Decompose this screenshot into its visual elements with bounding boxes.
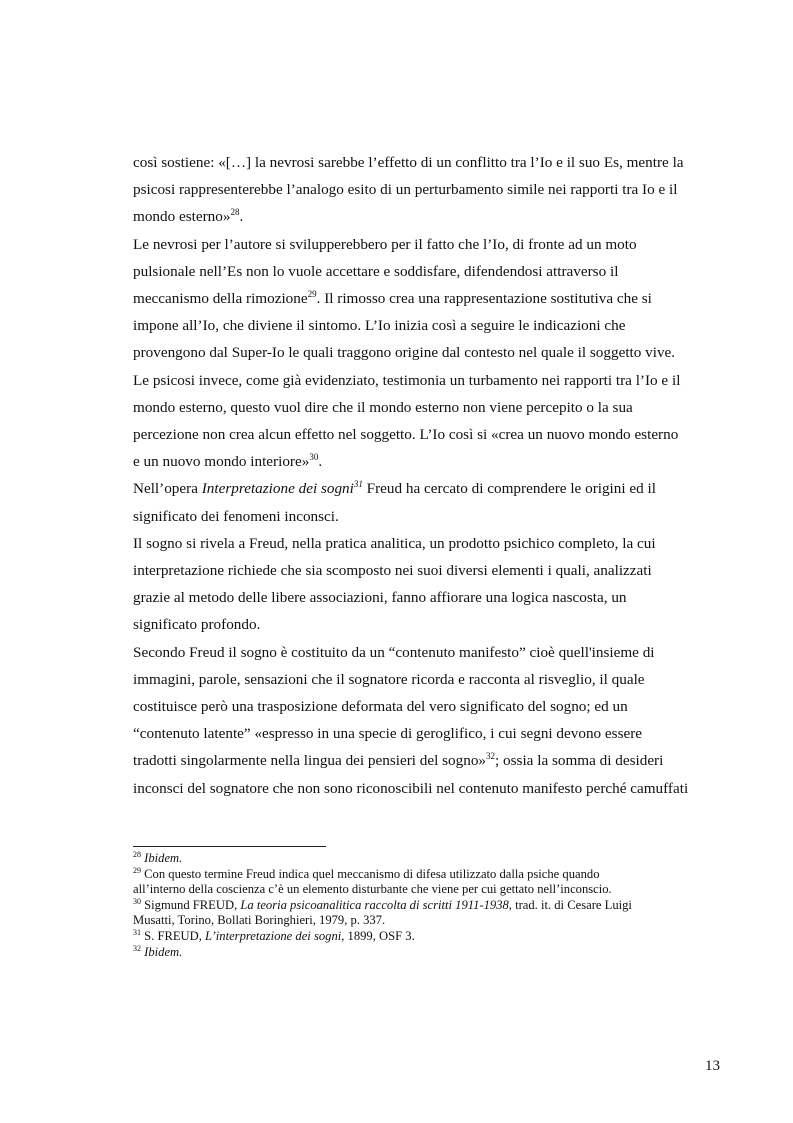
footnote: $^{30}$ Sigmund FREUD, La teoria psicoanalitica raccolta di scritti 1911-1938, trad. it. di Cesare Luigi [133, 896, 632, 912]
footnote-continuation: all’interno della coscienza c’è un elemento disturbante che viene per cui gettato nell’inconscio. [133, 882, 612, 897]
body-line: percezione non crea alcun effetto nel soggetto. L’Io così si «crea un nuovo mondo esterno [133, 426, 679, 444]
footnote-separator [133, 846, 326, 847]
body-line: mondo esterno»$^{28}$. [133, 207, 244, 226]
body-line: pulsionale nell’Es non lo vuole accettare e soddisfare, difendendosi attraverso il [133, 262, 619, 280]
body-line: impone all’Io, che diviene il sintomo. L’Io inizia così a seguire le indicazioni che [133, 317, 626, 335]
footnote: $^{31}$ S. FREUD, L’interpretazione dei sogni, 1899, OSF 3. [133, 927, 415, 943]
body-line: Le psicosi invece, come già evidenziato, testimonia un turbamento nei rapporti tra l’Io e il [133, 371, 681, 389]
footnote-continuation: Musatti, Torino, Bollati Boringhieri, 1979, p. 337. [133, 913, 386, 928]
body-line: costituisce però una trasposizione deformata del vero significato del sogno; ed un [133, 698, 628, 716]
page-number: 13 [705, 1058, 720, 1074]
footnote-ref: 32 [486, 751, 496, 762]
body-line: interpretazione richiede che sia scomposto nei suoi diversi elementi i quali, analizzati [133, 562, 652, 580]
body-text [133, 149, 715, 802]
body-line: Il sogno si rivela a Freud, nella pratica analitica, un prodotto psichico completo, la cui [133, 534, 656, 552]
body-line: immagini, parole, sensazioni che il sognatore ricorda e racconta al risveglio, il quale [133, 670, 645, 688]
body-line: “contenuto latente” «espresso in una specie di geroglifico, i cui segni devono essere [133, 725, 643, 743]
body-line: così sostiene: «[…] la nevrosi sarebbe l’effetto di un conflitto tra l’Io e il suo Es, mentre la [133, 154, 684, 171]
body-line: e un nuovo mondo interiore»$^{30}$. [133, 452, 323, 471]
body-line: psicosi rappresenterebbe l’analogo esito di un perturbamento simile nei rapporti tra Io e il [133, 181, 678, 199]
book-title: Interpretazione dei sogni [201, 480, 354, 498]
footnote: $^{29}$ Con questo termine Freud indica quel meccanismo di difesa utilizzato dalla psiche quando [133, 865, 600, 881]
footnote-ref: 30 [309, 452, 319, 463]
footnote: $^{28}$ Ibidem. [133, 850, 183, 865]
footnote: $^{32}$ Ibidem. [133, 943, 183, 959]
body-line: meccanismo della rimozione$^{29}$. Il rimosso crea una rappresentazione sostitutiva che si [133, 289, 652, 308]
footnote-ref: 28 [230, 207, 240, 218]
body-line: significato dei fenomeni inconsci. [133, 507, 339, 525]
body-line: grazie al metodo delle libere associazioni, fanno affiorare una logica nascosta, un [133, 589, 627, 607]
body-line: provengono dal Super-Io le quali traggono origine dal contesto nel quale il soggetto vive. [133, 344, 676, 362]
body-line: significato profondo. [133, 616, 261, 634]
body-line: Le nevrosi per l’autore si svilupperebbero per il fatto che l’Io, di fronte ad un moto [133, 235, 637, 253]
body-line: mondo esterno, questo vuol dire che il mondo esterno non viene percepito o la sua [133, 398, 633, 416]
body-line: tradotti singolarmente nella lingua dei pensieri del sogno»$^{32}$; ossia la somma di desideri [133, 751, 664, 770]
footnote-ref: 31 [353, 479, 363, 490]
body-line: Nell’opera Interpretazione dei sogni$^{31}$ Freud ha cercato di comprendere le origini ed il [133, 479, 656, 498]
body-line: inconsci del sognatore che non sono riconoscibili nel contenuto manifesto perché camuffati [133, 779, 689, 797]
footnote-ref: 29 [307, 289, 317, 300]
footnotes [133, 851, 733, 960]
body-line: Secondo Freud il sogno è costituito da un “contenuto manifesto” cioè quell'insieme di [133, 643, 655, 661]
